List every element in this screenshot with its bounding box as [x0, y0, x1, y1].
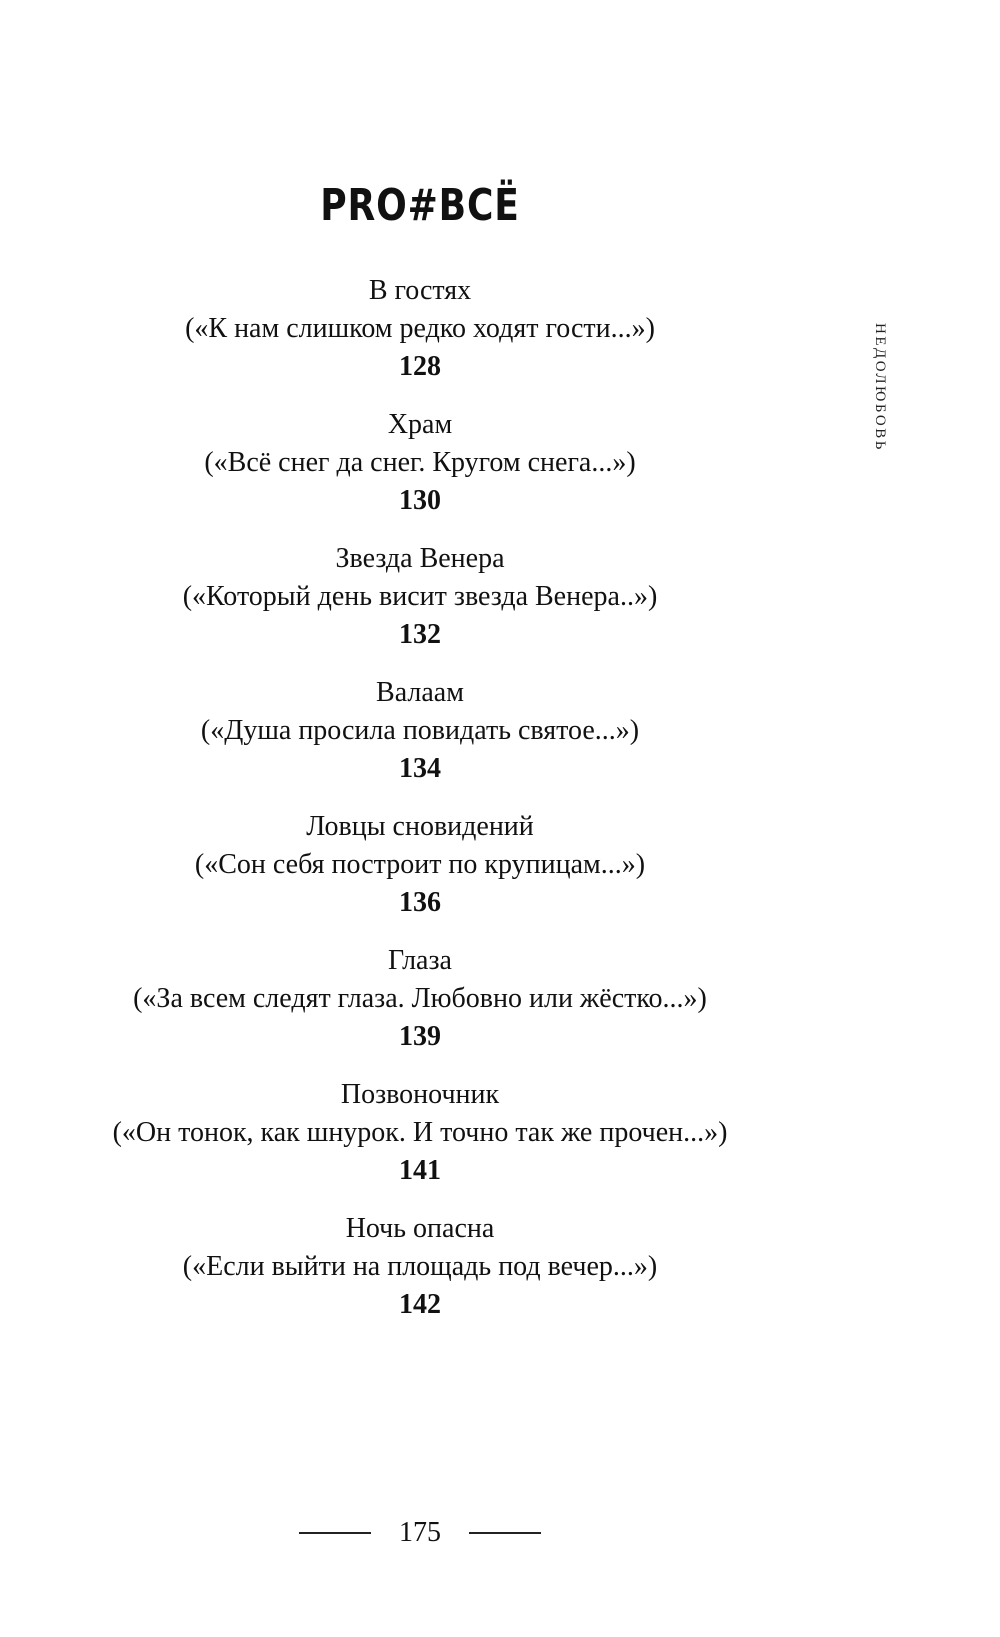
section-title: PRO#ВСЁ: [320, 180, 520, 231]
toc-entry-page-number: 136: [399, 887, 441, 918]
toc-entry: [0, 272, 840, 406]
toc-entry-page-number: 142: [399, 1289, 441, 1320]
toc-entry-page-number: 141: [399, 1155, 441, 1186]
toc-entry-title: Валаам: [376, 677, 464, 708]
toc-entry-title: Звезда Венера: [335, 543, 505, 574]
toc-entry: [0, 406, 840, 540]
toc-entry-page-number: 139: [399, 1021, 441, 1052]
toc-entry-title: Храм: [387, 409, 453, 440]
toc-entry-page-number: 134: [399, 753, 441, 784]
page-footer: [0, 1513, 840, 1553]
toc-entry-first-line: («Сон себя построит по крупицам...»): [194, 849, 646, 880]
table-of-contents: [0, 272, 840, 1344]
toc-entry: [0, 540, 840, 674]
toc-entry-page-number: 128: [399, 351, 441, 382]
toc-entry: [0, 1076, 840, 1210]
toc-entry-title: Глаза: [388, 945, 452, 976]
toc-entry-title: Позвоночник: [340, 1079, 500, 1110]
footer-right-rule: [469, 1532, 541, 1534]
toc-entry: [0, 1210, 840, 1344]
toc-entry-title: Ловцы сновидений: [306, 811, 534, 842]
toc-entry-title: В гостях: [368, 275, 472, 306]
toc-entry-first-line: («За всем следят глаза. Любовно или жёстко...»): [133, 983, 707, 1014]
toc-entry-page-number: 130: [399, 485, 441, 516]
toc-entry-first-line: («Который день висит звезда Венера..»): [182, 581, 658, 612]
toc-entry-first-line: («Всё снег да снег. Кругом снега...»): [204, 447, 636, 478]
toc-entry-first-line: («Если выйти на площадь под вечер...»): [182, 1251, 658, 1282]
toc-entry-first-line: («К нам слишком редко ходят гости...»): [185, 313, 655, 344]
footer-left-rule: [299, 1532, 371, 1534]
toc-entry-page-number: 132: [399, 619, 441, 650]
toc-entry: [0, 674, 840, 808]
toc-entry-first-line: («Он тонок, как шнурок. И точно так же прочен...»): [112, 1117, 728, 1148]
toc-entry-title: Ночь опасна: [345, 1213, 495, 1244]
running-head: НЕДОЛЮБОВЬ: [872, 323, 888, 452]
toc-entry-first-line: («Душа просила повидать святое...»): [200, 715, 640, 746]
page-number: 175: [399, 1517, 441, 1548]
toc-entry: [0, 942, 840, 1076]
toc-entry: [0, 808, 840, 942]
